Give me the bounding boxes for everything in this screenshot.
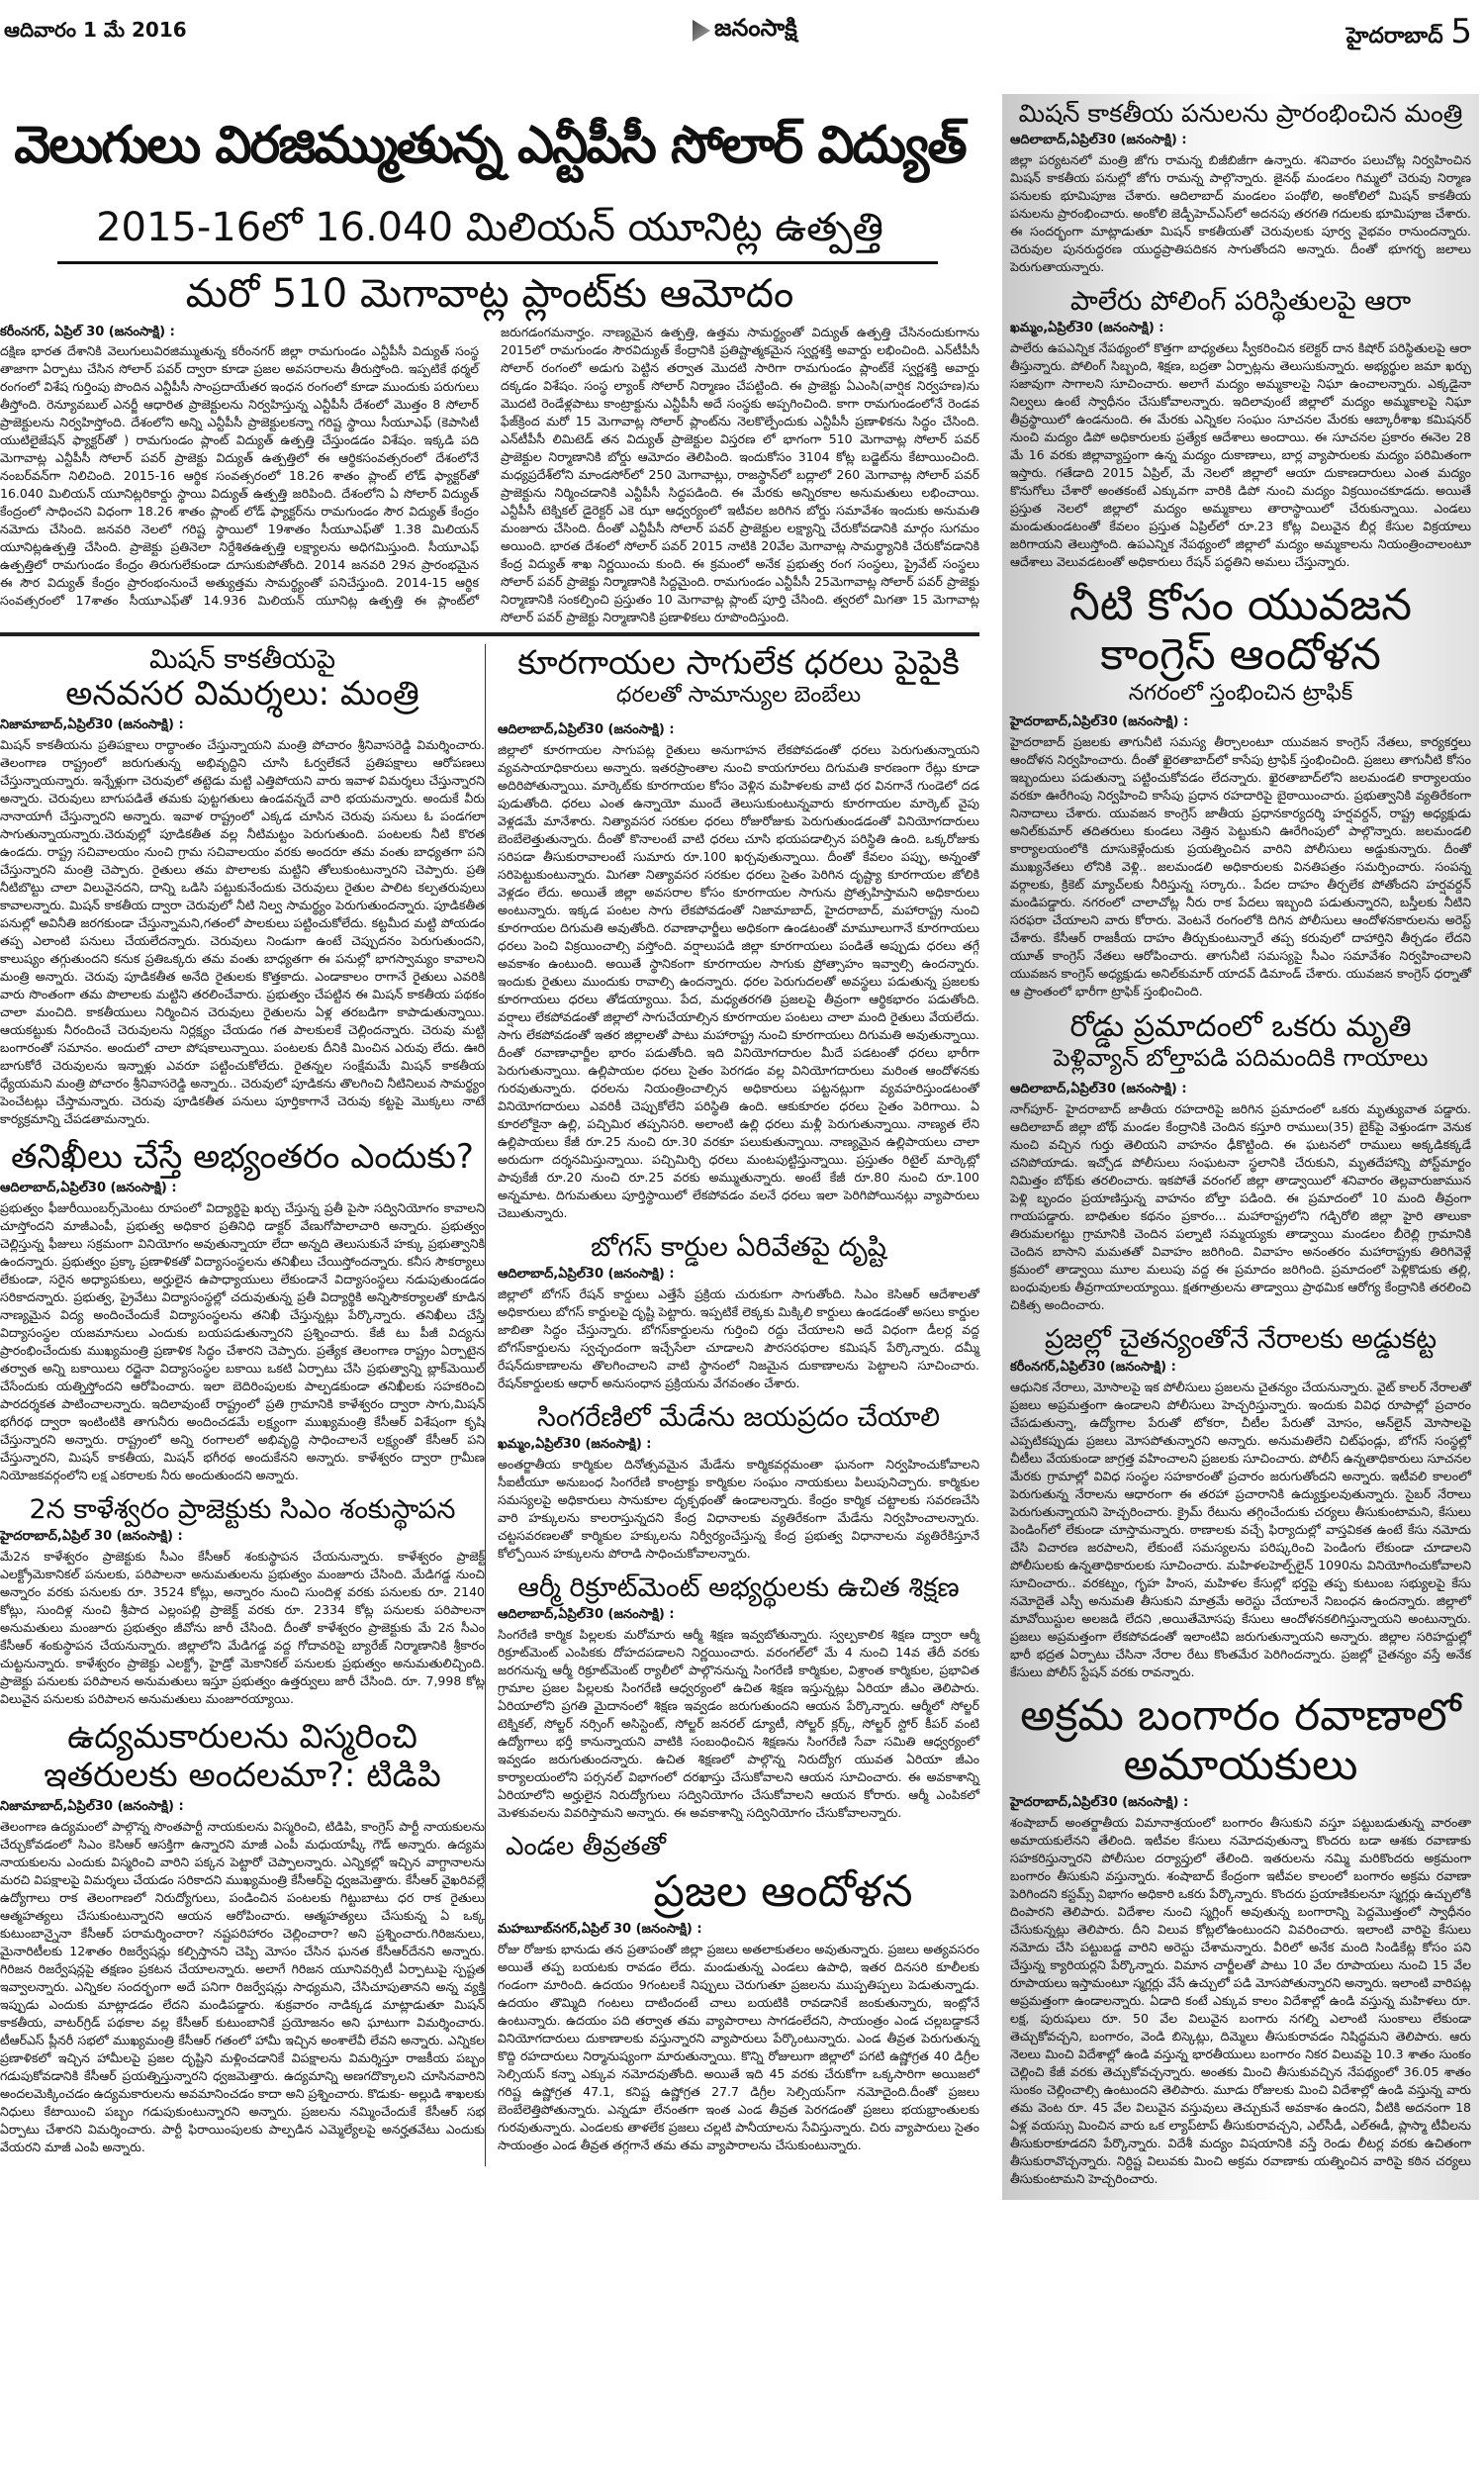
lead-subhead-primary: 2015-16లో 16.040 మిలియన్ యూనిట్ల ఉత్పత్తి (96, 205, 883, 250)
article-body: జిల్లాలో బోగస్ రేషన్ కార్డులు ఎత్తేసే ప్రక్రియ చురుకుగా సాగుతోంది. సిఎం కెసిఆర్ ఆదేశాలతో అధికారులు బోగస్ కార్డులపై దృష్టి పెట్టారు. ఇప్పటికే లెక్కకు మిక్కిలి కార్డులు ఉండడంతో అసలు కార్డుల జాబితా సిద్ధం చేస్తున్నారు. బోగస్‌కార్డులను గుర్తించి రద్దు చేయాలని అదే విధంగా డీలర్ల వద్ద బోగస్‌కార్డులను స్వచ్ఛందంగా ఇచ్చేసేలా చూడాలని పౌరసరఫరాల కమిషన్ పేర్కొన్నారు. దమ్మీ రేషన్‌దుకాణాలను తొలగించాలని వాటి స్థానంలో నిజమైన దుకాణాలను పెట్టాలని సూచించారు. రేషన్‌కార్డులకు ఆధార్ అనుసంధాన ప్రక్రియను వేగవంతం చేశారు. (498, 1286, 979, 1391)
article-kaleshwaram (0, 1494, 485, 1708)
article-dateline: ఆదిలాబాద్,ఏప్రిల్30 (జనంసాక్షి) : (0, 1181, 177, 1196)
middle-column (485, 644, 979, 2166)
article-headline: కూరగాయల సాగులేక ధరలు పైపైకి (517, 643, 960, 683)
article-dateline: హైదరాబాద్,ఏప్రిల్30 (జనంసాక్షి) : (1010, 1794, 1189, 1810)
article-body: సింగరేణి కార్మిక పిల్లలకు మరోమారు ఆర్మీ శిక్షణ ఇవ్వబోతున్నారు. స్వల్పకాలిక శిక్షణ ద్వారా ఆర్మీ రిక్రూట్‌మెంట్ ఎంపికకు దోహదపడాలని నిర్ణయించారు. వరంగల్‌లో మే 4 నుంచి 14వ తేదీ వరకు జరగనున్న ఆర్మీ రిక్రూట్‌మెంట్ ర్యాలీలో పాల్గొననున్న సింగరేణి కార్మికుల, విశ్రాంత కార్మికుల, ప్రభావిత గ్రామాల ప్రజల పిల్లలకు సింగరేణి ఆధ్వర్యంలో ఉచిత శిక్షణ ఇస్తున్నట్లు ఏరియా జీఎం తెలిపారు. ఏరియాలోని ప్రగతి మైదానంలో శిక్షణ ఇవ్వడం జరుగుతుందని ఆయన పేర్కొన్నారు. ఆర్మీలో సోల్జర్ టెక్నికల్, సోల్జర్ నర్సింగ్ అసిస్టెంట్, సోల్జర్ జనరల్ డ్యూటీ, సోల్జర్ క్లర్క్, సోల్జర్ స్టోర్ కీపర్ వంటి ఉద్యోగాలు భర్తీ కానున్నాయని వాటికి సంబంధించిన శిక్షణను సింగరేణి సేవా సమితి ఆధ్వర్యంలో ఇవ్వడం జరుగుతుందన్నారు. ఉచిత శిక్షణలో పాల్గొన్న నిరుద్యోగ యువత ఏరియా జీఎం కార్యాలయంలోని పర్సనల్ విభాగంలో దరఖాస్తు చేసుకోవాలని ఆయన సూచించారు. ఈ అవకాశాన్ని ఏరియాలోని అర్హులైన నిరుద్యోగులు సద్వినియోగం చేసుకోవాలని ఆయన కోరారు. ఆర్మీ ఎంపికలో మెళకువలను వివరిస్తామని అన్నారు. ఈ అవకాశాన్ని సద్వినియోగం చేసుకోవాలన్నారు. (498, 1627, 979, 1821)
article-dateline: ఆదిలాబాద్,ఏప్రిల్30 (జనంసాక్షి) : (498, 1607, 675, 1623)
article-headline: ప్రజల్లో చైతన్యంతోనే నేరాలకు అడ్డుకట్ట (1044, 1324, 1438, 1356)
lead-dateline: కరీంనగర్, ఏప్రిల్ 30 (జనంసాక్షి) : (0, 325, 175, 339)
article-body: మే2న కాళేశ్వరం ప్రాజెక్టుకు సీఎం కేసీఆర్ శంకుస్థాపన చేయనున్నారు. కాళేశ్వరం ప్రాజెక్ట్ ఎలక్ట్రోమెకానికల్ పనులకు, పరిపాలనా అనుమతులను ప్రభుత్వం మంజూరు చేసింది. మేడిగడ్డ నుంచి అన్నారం వరకు పనులకు రూ. 3524 కోట్లు, అన్నారం నుంచి సుందిళ్ల వరకు పనులకు రూ. 2140 కోట్లు, సుందిళ్ల నుంచి శ్రీపాద ఎల్లంపల్లి ప్రాజెక్ట్ వరకు రూ. 2334 కోట్ల పనులకు పరిపాలనా అనుమతులు మంజూరు ప్రభుత్వం జీవోను జారీ చేసింది. దీంతో కాళేశ్వరం ప్రాజెక్టుకు మే 2న సీఎం కేసీఆర్ శంకుస్థాపన చేయనున్నారు. జిల్లాలోని మేడిగడ్డ వద్ద గోదావరిపై బ్యారేజ్ నిర్మాణానికి శ్రీకారం చుట్టనున్నారు. కాళేశ్వరం ప్రాజెక్టు ఎలక్ట్రో, హైడ్రో మెకానికల్ పనులకు ప్రభుత్వం అనుమతులిచ్చింది. ప్రాజెక్టు పనులకు పరిపాలన అనుమతులు ఇస్తూ ప్రభుత్వం ఉత్తర్వులు జారీ చేసింది. రూ. 7,998 కోట్ల విలువైన పనులకు పరిపాలన అనుమతులు మంజూరయ్యాయి. (0, 1549, 485, 1707)
article-youth-congress-protest (1010, 581, 1471, 1000)
article-headline: అనవసర విమర్శలు: మంత్రి (65, 674, 419, 714)
article-body: నాగ్‌పూర్- హైదరాబాద్ జాతీయ రహదారిపై జరిగిన ప్రమాదంలో ఒకరు మృత్యువాత పడ్డారు. ఆదిలాబాద్ జిల్లా బోథ్ మండల కేంద్రానికి చెందిన కస్తూరి రాములు(35) బైక్‌పై వెళ్తుండగా వెనుక నుంచి వచ్చిన గుర్తు తెలియని వాహనం ఢీకొట్టింది. ఈ ఘటనలో రాములు అక్కడికక్కడే చనిపోయాడు. ఇచ్చోడ పోలీసులు సంఘటనా స్థలానికి చేరుకుని, మృతదేహాన్ని పోస్ట్‌మార్టం నిమిత్తం బోథ్‌కు తరలించారు. ఇకపోతే వరంగల్ జిల్లా తాడ్వాయిలో శనివారం తెల్లవారుజామున పెళ్లి బృందం ప్రయాణిస్తున్న వాహనం బోల్తా పడింది. ఈ ప్రమాదంలో 10 మంది తీవ్రంగా గాయపడ్డారు. బాధితుల కథనం ప్రకారం... మహారాష్ట్రలోని గడ్చిరోలి జిల్లా హైరి తాలుకా తిరుమలగట్టు గ్రామానికి చెందిన పల్నాటి సమ్మయ్యకు తాడ్వాయి మండలం బీరెల్లి గ్రామానికి చెందిన బాసాని మమతతో వివాహం జరిగింది. వివాహం అనంతరం మహారాష్ట్రకు తిరిగివెళ్లే క్రమంలో తాడ్వాయి మూల మలుపు వద్ద ఈ ప్రమాదం జరిగింది. ప్రమాదంలో పెళ్లికొడుకు తల్లి, బంధువులకు తీవ్రగాయాలయ్యాయి. క్షతగాత్రులను తాడ్వాయి ప్రాథమిక ఆరోగ్య కేంద్రానికి తరలించి చికిత్స అందించారు. (1010, 1101, 1471, 1313)
article-headline: మిషన్ కాకతీయ పనులను ప్రారంభించిన మంత్రి (1018, 99, 1463, 128)
article-dateline: ఖమ్మం,ఏప్రిల్30 (జనంసాక్షి) : (1010, 320, 1164, 335)
lead-body (0, 324, 979, 626)
article-heatwave (498, 1832, 979, 2154)
article-gold-smuggling (1010, 1691, 1471, 2188)
article-dateline: ఖమ్మం,ఏప్రిల్30 (జనంసాక్షి) : (498, 1437, 652, 1453)
article-army-recruitment (498, 1572, 979, 1822)
article-dateline: నిజామాబాద్,ఏప్రిల్30 (జనంసాక్షి) : (0, 717, 184, 733)
article-body: అంతర్జాతీయ కార్మికుల దినోత్సవమైన మేడేను కార్మికవర్గమంతా ఘనంగా నిర్వహించుకోవాలని సీఐటీయూ అనుబంధ సింగరేణి కాంట్రాక్టు కార్మికుల సంఘం నాయకులు పిలుపునిచ్చారు. కార్మికుల సమస్యలపై అధికారులు సానుకూల దృక్పథంతో ఉండాలన్నారు. కేంద్రం కార్మిక చట్టాలకు సవరణచేసి వారి హక్కులను కాలరాస్తున్నదని కేంద్ర విధానాలకు వ్యతిరేకంగా మేడేను నిర్వహించాలన్నారు. చట్టసవరణలతో కార్మికుల హక్కులను నిర్వీర్యంచేస్తున్న కేంద్ర ప్రభుత్వ విధానాలను వ్యతిరేకిస్తూనే కోల్పోయిన హక్కులను పోరాడి సాధించుకోవాలన్నారు. (498, 1457, 979, 1562)
article-singareni-mayday (498, 1402, 979, 1563)
article-body: ప్రభుత్వం ఫీజురీయింబర్స్‌మెంటు రూపంలో విద్యార్థిపై ఖర్చు చేస్తున్న ప్రతీ పైసా సద్వినియోగం కావాలని చూస్తోందని మాజీఎంపీ, ప్రభుత్వ అధికార ప్రతినిధి డాక్టర్ వేణుగోపాలాచారి అన్నారు. ప్రభుత్వం చెల్లిస్తున్న ఫీజులు సక్రమంగా వినియోగం అవుతున్నాయా లేదా అన్నది తెలుసుకునే హక్కు ప్రభుత్వానికి ఉందన్నారు. ప్రభుత్వం ప్రక్కా ప్రణాళికతో విద్యాసంస్థలను తనిఖీలు చేయిస్తోందన్నారు. కనీస సౌకర్యాలు లేకుండా, సరైన అధ్యాపకులు, అర్హులైన ఉపాధ్యాయులు లేకుండానే విద్యాసంస్థలు నడుపుతుండడం సరికాదన్నారు. ప్రభుత్వ, ప్రైవేటు విద్యాసంస్థల్లో చదువుతున్న ప్రతీ విద్యార్థికి అన్నిసౌకర్యాలతో కూడిన నాణ్యమైన విద్య అందించేందుకే విద్యాసంస్థలను తనిఖీ చేస్తున్నట్లు పేర్కొన్నారు. తనిఖీలు చేస్తే విద్యాసంస్థల యజమానులు ఎందుకు బయపడుతున్నారని ప్రశ్నించారు. కేజీ టు పీజీ విద్యను ప్రారంభించేందుకు ముఖ్యమంత్రి ప్రణాళిక సిద్ధం చేశారని చెప్పారు. ప్రత్యేక తెలంగాణ రాష్ట్రం ఏర్పాటైన తర్వాత అన్ని బకాయిలు రద్దైనా విద్యాసంస్థల బకాయి ఒకటి ఏర్పాటు చేసి ప్రభుత్వాన్ని బ్లాక్‌మెయిల్ చేసేందుకు యత్నిస్తోందని ఆరోపించారు. ఇలా బెదిరింపులకు పాల్పడకుండా తనిఖీలకు సహకరించి పారదర్శకత పాటించాలన్నారు. ఇదిలావుంటే రాష్ట్రంలో ప్రతి గ్రామానికి కాళేశ్వరం ద్వారా సాగు,మిషన్ భగీరథ ద్వారా ఇంటింటికి తాగునీరు అందించడమే లక్ష్యంగా ముఖ్యమంత్రి కేసీఆర్ విశేషంగా కృషి చేస్తున్నారని అన్నారు. రాష్ట్రంలో అన్ని రంగాలలో అభివృద్ధి సాధించాలనే లక్ష్యంతో కేసీఆర్ పని చేస్తున్నారని, మిషన్ కాకతీయ, మిషన్ భగీరథ అందుకేనని అన్నారు. కాళేశ్వరం ద్వారా గ్రామీణ నియోజకవర్గంలోని లక్ష ఎకరాలకు నీరు అందుతుందని అన్నారు. (0, 1200, 485, 1483)
article-dateline: నిజామాబాద్,ఏప్రిల్30 (జనంసాక్షి) : (0, 1799, 184, 1815)
article-road-accident (1010, 1010, 1471, 1315)
article-headline: తనిఖీలు చేస్తే అభ్యంతరం ఎందుకు? (11, 1137, 474, 1178)
article-minister-mission-kakatiya (1010, 100, 1471, 276)
issue-date: ఆదివారం 1 మే 2016 (4, 18, 187, 42)
article-vegetable-prices (498, 644, 979, 1222)
lead-subhead-secondary: మరో 510 మెగావాట్ల ప్లాంట్‌కు ఆమోదం (185, 271, 794, 317)
left-column (0, 644, 485, 2166)
article-dateline: ఆదిలాబాద్,ఏప్రిల్30 (జనంసాక్షి) : (1010, 132, 1187, 147)
article-body: జిల్లా పర్యటనలో మంత్రి జోగు రామన్న బిజీబిజీగా ఉన్నారు. శనివారం పలుచోట్ల నిర్వహించిన మిషన్ కాకతీయ పనుల్లో జోగు రామన్న పాల్గొన్నారు. జైనథ్ మండలం గిమ్మలో చెరువు నిర్మాణ పనులకు భూమిపూజ చేశారు. ఆదిలాబాద్ మండలం పంథోలి, అంకోలిలో మిషన్ కాకతీయ పనులను ప్రారంభించారు. అంకోలి జెడ్పీహెచ్‌ఎస్‌లో అదనపు తరగతి గదులకు భూమిపూజ చేశారు. ఈ సందర్భంగా మాట్లాడుతూ మిషన్ కాకతీయతో చెరువులకు పూర్వ వైభవం రానుందన్నారు. చెరువుల పునరుద్ధరణ యుద్ధప్రాతిపదికన సాగుతోందని అన్నారు. దీంతో భూగర్భ జలాలు పెరుగుతాయన్నారు. (1010, 151, 1471, 274)
page-number: 5 (1450, 12, 1472, 51)
article-inspections (0, 1138, 485, 1484)
lead-article (0, 324, 979, 626)
article-headline: ప్రజల ఆందోళన (653, 1866, 913, 1918)
article-body: హైదరాబాద్ ప్రజలకు తాగునీటి సమస్య తీర్చాలంటూ యువజన కాంగ్రెస్ నేతలు, కార్యకర్తలు ఆందోళన నిర్వహించారు. దీంతో ఖైరతాబాద్‌లో కాసేపు ట్రాఫిక్ స్తంభించింది. ప్రజలు తాగునీటి కోసం ఇబ్బందులు పడుతున్నా పట్టించుకోవడం లేదన్నారు. ఖైరతాబాద్‌లోని జలమండలి కార్యాలయం వరకూ ఊరేగింపు నిర్వహించి కాసేపు ప్రధాన రహదారిపై బైఠాయించారు. ప్రభుత్వానికి వ్యతిరేకంగా నినాదాలు చేశారు. యువజన కాంగ్రెస్ జాతీయ ప్రధానకార్యదర్శి హర్షవర్దన్, రాష్ట్ర అధ్యక్షుడు అనిల్‌కుమార్ తదితరులు కుండలు నెత్తిన పెట్టుకుని ఊరేగింపులో పాల్గొన్నారు. జలమండలి కార్యాలయంలోకి దూసుకెళ్లేందుకు ప్రయత్నించిన వారిని పోలీసులు అడ్డుకున్నారు. దీంతో ముఖ్యనేతలు లోనికి వెళ్లి.. జలమండలి అధికారులకు వినతిపత్రం సమర్పించారు. సంపన్న వర్గాలకు, క్రికెట్ మ్యాచ్‌లకు నీరిస్తున్న సర్కారు.. పేదల దాహం తీర్చలేక పోతోందని హర్షవర్దన్ మండిపడ్డారు. నగరంలో చాలాచోట్ల నీరు రాక పేదలు ఇబ్బంది పడుతున్నారని, బస్తీలకు నీటిని సరఫరా చేయాలని వారు కోరారు. వెంటనే రంగంలోకి దిగిన పోలీసులు ఆందోళనకారులను అరెస్ట్ చేశారు. కేసీఆర్ రాజకీయ దాహం తీర్చుకుంటున్నారే తప్ప కరువులో దాహార్తిని తీర్చడం లేదని యూత్ కాంగ్రెస్ నేతలు ఆరోపించారు. తాగునీటి సమస్యపై సీఎం సమావేశం నిర్వహించాలని యువజన కాంగ్రెస్ అధ్యక్షుడు అనిల్‌కుమార్ యాదవ్ డిమాండ్ చేశారు. యువజన కాంగ్రెస్ ధర్నాతో ఆ ప్రాంతంలో భారీగా ట్రాఫిక్ స్తంభించింది. (1010, 733, 1471, 999)
article-body: రోజు రోజుకు భానుడు తన ప్రతాపంతో జిల్లా ప్రజలు అతలాకుతలం అవుతున్నారు. ప్రజలు అత్యవసరం అయితే తప్ప బయటకు రావడం లేదు. మండుతున్న ఎండలు ఉపాధి, ఇతర దినసరి కూలీలకు గండంగా మారింది. ఉదయం 9గంటలకే నిప్పులు చెరుగుతూ ప్రజలను ముప్పతిప్పలు పెడుతున్నాడు. ఉదయం తొమ్మిది గంటలు దాటిందంటే చాలు బయటికి రావడానికే జంకుతున్నారు, ఇంట్లోనే ఉంటున్నారు. ఉదయం పది తర్వాత తమ వ్యాపారాలు సాగడంలేదని, సాయంత్రం ఎండ చల్లబడ్డాకనే వినియోగదారులు దుకాణాలకు వస్తున్నారని వ్యాపారులు పేర్కొంటున్నారు. ఎండ తీవ్రత పెరుగుతున్న కొద్ది రహదారులు నిర్మానుష్యంగా మారుతున్నాయి. కొన్ని రోజులుగా జిల్లాలో పగటి ఉష్ణోగ్రత 40 డిగ్రీల సెల్సియస్ కన్నా ఎక్కువ నమోదవుతోంది. అయితే ఇది 45 వరకు చేరుకోగా ఒక్కసారిగా అయిజలో గరిష్ట ఉష్ణోగ్రత 47.1, కనిష్ట ఉష్ణోగ్రత 27.7 డిగ్రీల సెల్సియస్‌గా నమోదైంది.దీంతో ప్రజలు బెంబేలెత్తిపోతున్నారు. ఎన్నడూ లేనంతగా ఇంత ఎండ తీవ్రత పెరగడంతో ప్రజలు భయభ్రాంతులకు గురవుతున్నారు. ఎండలకు తాళలేక ప్రజలు చల్లటి పానీయాలను సేవిస్తున్నారు. చిరు వ్యాపారులు సైతం సాయంత్రం ఎండ తీవ్రత తగ్గగానే తమ తమ వ్యాపారాలను చేసుకుంటున్నారు. (498, 1941, 979, 2152)
edition-city: హైదరాబాద్ (1345, 24, 1443, 48)
article-dateline: హైదరాబాద్,ఏప్రిల్30 (జనంసాక్షి) : (1010, 714, 1189, 729)
news-columns (0, 644, 979, 2166)
article-headline: ఉద్యమకారులను విస్మరించి ఇతరులకు అందలమా?: టిడిపి (44, 1717, 441, 1796)
article-crime-awareness (1010, 1324, 1471, 1680)
article-headline: నీటి కోసం యువజన కాంగ్రెస్ ఆందోళన (1068, 579, 1413, 681)
article-dateline: కరీంనగర్,ఏప్రిల్30 (జనంసాక్షి) : (1010, 1359, 1176, 1375)
page-body (0, 91, 1484, 2200)
article-mission-kakatiya-criticism (0, 644, 485, 1128)
article-subhead: ధరలతో సామాన్యుల బెంబేలు (615, 683, 862, 709)
article-headline: 2న కాళేశ్వరం ప్రాజెక్టుకు సిఎం శంకుస్థాపన (29, 1494, 456, 1526)
article-kicker: మిషన్ కాకతీయపై (148, 644, 336, 675)
page-header (0, 0, 1484, 91)
masthead-logo (693, 14, 797, 48)
logo-arrow-icon (693, 20, 710, 42)
article-body: మిషన్ కాకతీయను ప్రతిపక్షాలు రాద్ధాంతం చేస్తున్నాయని మంత్రి పోచారం శ్రీనివాసరెడ్డి విమర్శించారు. తెలంగాణ రాష్ట్రంలో జరుగుతున్న అభివృద్దిని చూసి ఓర్వలేకనే ప్రతిపక్షాలు ఆరోపణలు చేస్తున్నాయన్నారు. ఇన్నేళ్లుగా చెరువులో తట్టెడు మట్టి ఎత్తిపోయని వారు ఇవాళ విమర్శలు చేస్తున్నారని అన్నారు. చెరువులు బాగుపడితే తమకు పుట్టగతులు ఉండవన్నదే వారి భయమన్నారు. అందుకే వీరు నానాయాగీ చేస్తున్నారని అన్నారు. ఇవాళ రాష్ట్రంలో ఎక్కడ చూసిన చెరువు పనులు ఓ పండగలా సాగుతున్నాయన్నారు.చెరువుల్లో పూడికతీత వల్ల నీటిమట్టం పెరుగుతుంది. పంటలకు నీటి కొరత ఉండదు. రాష్ట్ర సచివాలయం నుంచి గ్రామ సచివాలయం వరకు అందరూ తమ వంతు బాధ్యతగా పని చేస్తున్నారని మంత్రి చెప్పారు. రైతులు తమ పొలాలకు మట్టిని తోలుకుంటున్నారని చెప్పారు. ప్రతి నీటిబొట్టు చాలా విలువైనదని, దాన్ని ఒడిసి పట్టుకునేందుకు చెరువులు రైతుల పాలిట కల్పతరువులు కావాలన్నారు. మిషన్ కాకతీయ ద్వారా చెరువులో నీటి నిల్వ సామర్థ్యం పెరుగుతుందన్నారు. పూడికతీత పనుల్లో అవినీతి జరగకుండా చేస్తున్నామని,గతంలో పాలకులు పట్టించుకోలేదు. కట్టమీద మట్టి పోయడం తప్ప ఎలాంటి పనులు చేయలేదన్నారు. చెరువులు నిండుగా ఉంటే చెప్పుదనం పెరుగుతుందని, కాలుష్యం తగ్గుతుందని కనుక ప్రతిఒక్కరు తమ వంతు బాధ్యతగా ఈ పనుల్లో భాగస్వామ్యం కావాలని మంత్రి అన్నారు. చెరువు పూడికతీత అనేది రైతులకు కొత్తకాదు. ఎండాకాలం రాగానే రైతులు ఎవరికి వారు సొంతంగా తమ పొలాలకు మట్టిని తరలించేవారు. ప్రభుత్వం చేపట్టిన ఈ మిషన్ కాకతీయ పథకం చాలా మంచిది. కాకతీయులు నిర్మించిన చెరువులు రైతులను ఏళ్ల తరబడిగా కాపాడుతున్నాయి. ఆయకట్టుకు నీరందించే చెరువులను నిర్లక్ష్యం చేయడం గత పాలకులకే చెల్లిందన్నారు. చెరువు మట్టి బంగారంతో సమానం. అందులో చాలా పోషకాలున్నాయి. పంటలకు దీనికి మించిన ఎరువు లేదు. ఊరి బాగుకోరే చెరువులను ఇన్నాళ్లు ఎవరూ పట్టించుకోలేదు. రైతన్నల సంక్షేమమే మిషన్ కాకతీయ ధ్యేయమని మంత్రి పోచారం శ్రీనివాసరెడ్డి అన్నారు.. చెరువులో పూడికను తొలగించి నీటినిలువ సామర్థ్యం పెంచేటట్లు చేస్తామన్నారు. చెరువు పూడికతీత పనులు పూర్తికాగానే చెరువు కట్టపై మొక్కలు నాటే కార్యక్రమాన్ని చేపడతామన్నారు. (0, 737, 485, 1127)
article-paleru-polling (1010, 286, 1471, 571)
article-body: ఆధునిక నేరాలు, మోసాలపై ఇక పోలీసులు ప్రజలను చైతన్యం చేయనున్నారు. వైట్ కాలర్ నేరాలతో ప్రజలు అప్రమత్తంగా ఉండాలని పోలీసులు హెచ్చరిస్తున్నారు. ఇందుకు వివిధ రూపాల్లో ప్రచారం చేపడుతున్నా, ఉద్యోగాల పేరుతో టోకరా, చీటీల పేరుతో మోసం, ఆన్‌లైన్ మోసాలపై ఎప్పటికప్పుడు ప్రజలు మోసపోతున్నారని అన్నారు. అనుమతిలేని చిట్‌ఫండ్లు, బోగస్ సంస్థల్లో చీటీలు వేయకుండా జాగ్రత్త వహించాలని ప్రజలకు సూచించారు. పోలీస్ ఉన్నతాధికారులు సూచనల మేరకు గ్రామాల్లో వివిధ సంస్థల సహకారంతో ప్రచారం జరుగుతోందని అన్నారు. ఇటీవలి కాలంలో పెరుగుతున్న నేరాలను ఆధారంగా ఈ తరహా ప్రచారానికి ఉద్యుక్తులవుతున్నారు. సైబర్ నేరాలు పెరుగుతున్నాయని హెచ్చరించారు. క్రైమ్ రేటును తగ్గించేందుకు చర్యలు తీసుకుంటామని, కేసులు పెండింగ్‌లో లేకుండా చూస్తామన్నారు. ఠాణాలకు వచ్చే ఫిర్యాదుల్లో వాస్తవికత ఉంటే కేసు నమోదు చేసి విచారణ జరపాలని, లేకుంటే సమస్యలను పరిష్కరించి పెండింగు లేకుండా చూడాలని పోలీసులకు ఉన్నతాధికారులకు సూచించారు. మహిళలహెల్ప్‌లైన్ 1090ను వినియోగించుకోవాలని సూచించారు.. వరకట్నం, గృహ హింస, మహిళల కేసుల్లో భర్తపై తప్ప కుటుంబ సభ్యులపై కేసు నమోదైతే ఎస్పీ అనుమతి తీసుకుని మాత్రమే అరెస్టు చేయాలనే నిబంధన ఉందన్నారు. జిల్లాలో మావోయిస్టుల అలజడి లేదని ,అయితేమోసపు కేసులు ఆందోళనకలిగిస్తున్నాయని అంటున్నారు. ప్రజలు అప్రమత్తంగా లేకపోవడంతో ఇలాంటివి జరుగుతున్నాయని అన్నారు. జిల్లాల సరిహద్దుల్లో భారీ భద్రత ఏర్పాటు చేసినా నేరాల రేటు కొంతమేర పెరిగిందన్నారు. ప్రజల్లో చైతన్యం వస్తే అనేక కేసులు పోలీస్ స్టేషన్ వరకు రావన్నారు. (1010, 1379, 1471, 1679)
article-dateline: ఆదిలాబాద్,ఏప్రిల్30 (జనంసాక్షి) : (498, 722, 675, 738)
article-body: శంషాబాద్ అంతర్జాతీయ విమానాశ్రయంలో బంగారం తీసుకుని వస్తూ పట్టుబడుతున్న వారంతా అమాయకులేనని తేలింది. ఇటీవల కేసులు నమోదవుతున్నా కొందరు బడా ఆశకు రవాణాకు సహకరిస్తున్నారని పోలీసుల దర్యాప్తులో తేలింది. ఇతరులను నమ్మి మరికొందరు అక్రమంగా బంగారం తీసుకుని వస్తున్నారు. శంషాబాద్ కేంద్రంగా ఇటీవల కాలంలో బంగారం అక్రమ రవాణా పెరిగిందని కస్టమ్స్ విభాగం అధికారి ఒకరు పేర్కొన్నారు. కొందరు ప్రయాణికులనూ స్మగ్లర్లు ఉచ్చులోకి దింపారని తెలిపారు. విదేశాల నుంచి స్మగ్లింగ్ అవుతున్న బంగారాన్ని పెద్దమొత్తంలో స్వాధీనం చేసుకున్నట్లు తెలిపారు. దీని విలువ కోట్లలోఉంటుందని వివరించారు. ఇలాంటి వారిపై కేసులు నమోదు చేసి పట్టుబడ్డ వారిని అరెస్టు చేశామన్నారు. వీరిలో అనేక మంది సిండికేట్ల కోసం పని చేస్తున్న క్యారియర్లని పేర్కొన్నారు. విమాన చార్జీలతో పాటు 10 వేల రూపాయలు నుంచి 15 వేల రూపాయలు ఇస్తామంటూ స్మగ్లర్లు వేసే ఉచ్చులో పడి మోసపోతున్నారని అన్నారు. ఇలాంటి వారిపట్ల అప్రమత్తంగా ఉండాలన్నారు. ఏడాది కంటే ఎక్కువ కాలం విదేశాల్లో ఉండి వస్తున్న మహిళలు రూ. లక్ష, పురుషులు రూ. 50 వేల విలువైన బంగారు నగల్ని ఎలాంటి సుంకాలు లేకుండా తెచ్చుకోవచ్చని, బంగారం, వెండి బిస్కెట్లు, దిమ్మెలు తీసుకురావడం నిషిద్ధమని తెలిపారు. ఆరు నెలలు మించి విదేశాల్లో ఉండి వస్తున్న భారతీయులు బంగారం నికర విలువపై 10.3 శాతం సుంకం చెల్లించి కేజీ వరకు తెచ్చుకోవచ్చన్నారు. అంతకు మించి తీసుకువచ్చిన నేపథ్యంలో 36.05 శాతం సుంకం చెల్లించాల్సి ఉంటుందని తెలిపారు. మూడు రోజులకు మించి విదేశాల్లో ఉండి వస్తున్న వారు తమ వెంట రూ. 45 వేల విలువైన వస్తువులు తెచ్చుకునే అవకాశం ఉందని, వీటికి అదనంగా 18 ఏళ్ల వయస్సు మించిన వారు ఒక ల్యాప్‌టాప్ తీసుకురావచ్చని, ఎల్‌సీడీ, ఎల్‌ఈడీ, ప్లాస్మా టీవీలను తీసుకురాకూడదని పేర్కొన్నారు. విదేశీ మద్యం విషయానికి వస్తే రెండు లీటర్ల వరకు ఉచితంగా తీసుకురావొచ్చన్నారు. నిర్దిష్ట విలువకు మించి అక్రమ రవాణాకు యత్నించిన వారిపై కఠిన చర్యలు తీసుకుంటామని హెచ్చరించారు. (1010, 1814, 1471, 2186)
section-divider (0, 632, 979, 636)
page-edition (1346, 12, 1472, 53)
article-headline: సింగరేణిలో మేడేను జయప్రదం చేయాలి (536, 1402, 941, 1434)
lead-body-text: దక్షిణ భారత దేశానికి వెలుగులువిరజిమ్ముతున్న కరీంనగర్ జిల్లా రామగుండం ఎన్టీపీసీ విద్యుత్ సంస్థ తాజాగా ఏర్పాటు చేసిన సోలార్ పవర్ ద్వారా కూడా ప్రజల అవసరాలను తీరుస్తోంది. ఇప్పటికే థర్మల్ రంగంలో విశేష గుర్తింపు పొందిన ఎన్టీపీసీ సాంప్రదాయేతర ఇంధన రంగంలో కూడా ముందుకు పరుగులు తీస్తోంది. రెన్యూవబుల్ ఎనర్జీ ఆధారిత ప్రాజెక్టులను నిర్వహిస్తున్న ఎన్టీపీసీ దేశంలో మొత్తం 8 సోలార్ ప్రాజెక్టులను నిర్వహిస్తోంది. దేశంలోని అన్ని ఎన్టీపీసీ ప్రాజెక్టులకన్నా గరిష్ట స్థాయి సీయూఎఫ్ (కెపాసిటీ యుటిలైజేషన్ ఫ్యాక్టర్‌తో ) రామగుండం ప్లాంట్ విద్యుత్ ఉత్పత్తి చేస్తుండడం విశేషం. ఇక్కడి పది మెగావాట్ల ఎన్టీపీసీ సోలార్ పవర్ ప్రాజెక్టు విద్యుత్ ఉత్పత్తిలో ఈ ఆర్థికసంవత్సరంలో దేశంలోనే నంబర్‌వన్‌గా నిలిచింది. 2015-16 ఆర్థిక సంవత్సరంలో 18.26 శాతం ప్లాంట్ లోడ్ ఫ్యాక్టర్‌తో 16.040 మిలియన్ యూనిట్లరికార్డు స్థాయి విద్యుత్ ఉత్పత్తి జరిపింది. దేశంలోని ఏ సోలార్ విద్యుత్ కేంద్రంలో సాధించని విధంగా 18.26 శాతం ప్లాంట్ లోడ్ ఫ్యాక్టర్‌ను రామగుండం సౌర విద్యుత్ కేంద్రం నమోదు చేసింది. జనవరి నెలలో గరిష్ట స్థాయిలో 19శాతం సీయూఎఫ్‌తో 1.38 మిలియన్ యూనిట్లఉత్పత్తి చేసింది. ప్రాజెక్టు ప్రతినెలా నిర్దేశితఉత్పత్తి లక్ష్యాలను అధిగమిస్తుంది. సీయూఎఫ్ ఉత్పత్తిలో రామగుండం కేంద్రం తిరుగులేకుండా దూసుకుపోతోంది. 2014 జనవరి 29న ప్రారంభమైన ఈ సౌర విద్యుత్ కేంద్రం ప్రారంభంనుంచే అత్యుత్తమ సామర్థ్యంతో పనిచేస్తుంది. 2014-15 ఆర్థిక సంవత్సరంలో 17శాతం సీయూఎఫ్‌తో 14.936 మిలియన్ యూనిట్ల ఉత్పత్తి ఈ ప్లాంట్‌లో జరుగడంగమనార్హం. నాణ్యమైన ఉత్పత్తి, ఉత్తమ సామర్థ్యంతో విద్యుత్ ఉత్పత్తి చేసినందుకుగాను 2015లో రామగుండం సౌరవిద్యుత్ కేంద్రానికి ప్రతిష్టాత్మకమైన స్వర్ణశక్తి అవార్డు లభించింది. ఎన్‌టీపీసీ సోలార్ రంగంలో అడుగు పెట్టిన తర్వాత మొదటి సారిగా రామగుండం ప్లాంట్‌కే స్వర్ణశక్తి అవార్డు దక్కడం విశేషం. సంస్థ ల్యాంక్ సోలార్ నిర్మాణం చేపట్టింది. ఈ ప్రాజెక్టు ఏఎంసి(వార్షిక నిర్వహణ)ను మొదటి రెండేళ్లపాటు కాంట్రాక్టును ఎన్టీపీసీ అదే సంస్థకు అప్పగించింది. కాగా రామగుండంలోనే రెండవ ఫేజ్‌క్రింద మరో 15 మెగావాట్ల సోలార్ ప్లాంట్‌ను నెలకొల్పేందుకు ఎన్టీపీసీ ప్రణాళికను సిద్ధం చేసింది. ఎన్‌టీపీసీ లిమిటెడ్ తన విద్యుత్ ప్రాజెక్టుల విస్తరణ లో భాగంగా 510 మెగావాట్ల సోలార్ పవర్ ప్రాజెక్టుల నిర్మాణానికి బోర్డు ఆమోదం తెలిపింది. ఇందుకోసం 3104 కోట్ల బడ్జెట్‌ను కేటాయించింది. మధ్యప్రదేశ్‌లోని మాండసోర్‌లో 250 మెగావాట్లు, రాజస్థాన్‌లో బద్లాలో 260 మెగావాట్ల సోలార్ పవర్ ప్రాజెక్టును నిర్మించడానికి ఎన్టీపీసీ సిద్ధపడింది. ఈ మేరకు అన్నిరకాల అనుమతులు లభించాయి. ఎన్టీపీసీ టెక్నికల్ డైరెక్టర్ ఎకె ఝా ఆధ్వర్యంలో ఇటీవల జరిగిన బోర్డు సమావేశం ఇందుకు అనుమతి మంజూరు చేసింది. దీంతో ఎన్టీపీసీ సోలార్ పవర్ ప్రాజెక్టుల లక్ష్యాన్ని చేరుకోవడానికి మార్గం సుగమం అయింది. భారత దేశంలో సోలార్ పవర్ 2015 నాటికి 20వేల మెగావాట్ల సామర్థ్యానికి చేరుకోవడానికి కేంద్ర విద్యుత్ శాఖ నిర్ణయించు కుంది. ఈ క్రమంలో అనేక ప్రభుత్వ రంగ సంస్థలు, ప్రైవేట్ సంస్థలు సోలార్ పవర్ ప్రాజెక్టు నిర్మాణానికి సిద్దమైంది. రామగుండం ఎన్టీపీసీ 25మెగావాట్ల సోలార్ పవర్ ప్రాజెక్టు నిర్మాణానికి సంకల్పించి ప్రస్తుతం 10 మెగావాట్ల ప్లాంట్ పూర్తి చేసింది. త్వరలో మిగతా 15 మెగావాట్ల సోలార్ పవర్ ప్రాజెక్టు నిర్మాణానికి ప్రణాళికలు రూపొందిస్తుంది. (0, 325, 979, 624)
article-headline: అక్రమ బంగారం రవాణాలో అమాయకులు (1020, 1689, 1461, 1791)
article-body: పాలేరు ఉపఎన్నిక నేపథ్యంలో కొత్తగా బాధ్యతలు స్వీకరించిన కలెక్టర్ దాన కిషోర్ పరిస్థితులపై ఆరా తీస్తున్నారు. పోలింగ్ సిబ్బంది, శిక్షణ, బద్రతా ఏర్పాట్లను తెలుసుకున్నారు. అభ్యర్థుల జమా ఖర్చు సజావుగా సాగాలని సూచించారు. అలాగే మద్యం అమ్మకాలపై నిఘా ఉంచాలన్నారు. ఎక్కడైనా నిల్వలు ఉంటే స్వాధీనం చేసుకోవాలన్నారు. ఇదిలావుంటే జిల్లాలో మద్యం అమ్మకాలపై నిఘా తీవ్రస్థాయిలో ఉండనుంది. ఈ మేరకు ఎన్నికల సంఘం సూచనల మేరకు ఆబ్కారీశాఖ కమిషనర్ నుంచి మద్యం డిపో అధికారులకు ప్రత్యేక ఆదేశాలు అందాయి. ఈ సూచనల ప్రకారం ఈనెల 28 మే 16 వరకు జిల్లావ్యాప్తంగా ఉన్న మద్యం దుకాణాలు, బార్ల వ్యాపారులకు మద్యం పరిమితంగా ఇస్తారు. గతేడాది 2015 ఏప్రిల్, మే నెలలో జిల్లాలో ఆయా దుకాణదారులు ఎంత మద్యం కొనుగోలు చేశారో అంతకంటే ఎక్కువగా వారికి డిపో నుంచి మద్యం విక్రయించకూడదు. అయితే ప్రస్తుత నెలలో జిల్లాలో మద్యం అమ్మకాలు తారాస్థాయిలో చేరుకున్నాయి. ఎండలు మండుతుండటంతో కేవలం ప్రస్తుత ఏప్రిల్‌లో రూ.23 కోట్ల విలువైన బీర్ల కేసుల విక్రయాలు జరిగాయని తెలుస్తోంది. ఉపఎన్నిక నేపథ్యంలో జిల్లాలో మద్యం అమ్మకాలను నియంత్రించాలంటూ ఆదేశాలు వెలువడటంతో అధికారులు రేషన్ పద్ధతిని అమలు చేస్తున్నారు. (1010, 339, 1471, 569)
article-dateline: మహబూబ్‌నగర్,ఏప్రిల్ 30 (జనంసాక్షి) : (498, 1921, 702, 1937)
article-dateline: ఆదిలాబాద్,ఏప్రిల్30 (జనంసాక్షి) : (1010, 1082, 1187, 1097)
article-headline: రోడ్డు ప్రమాదంలో ఒకరు మృతి (1069, 1008, 1412, 1044)
lead-headline: వెలుగులు విరజిమ్ముతున్న ఎన్టీపీసీ సోలార్ విద్యుత్ (14, 116, 966, 175)
article-body: జిల్లాలో కూరగాయల సాగుపట్ల రైతులు అనుగాహన లేకపోవడంతో ధరలు పెరుగుతున్నాయని వ్యవసాయాధికారులు అన్నారు. ఇతరప్రాంతాల నుంచి కాయగూరలు దిగుమతి కారణంగా రేట్లు కూడా అదిరిపోతున్నాయి. మార్కెట్‌కు కూరగాయల కోసం వెళ్లిన మహిళలకు వాటి ధర వినగానే గుండెలో దడ పుడుతోంది. ధరలు ఎంత ఉన్నాయో ముందే తెలుసుకుంటున్నవారు కూరగాయల మార్కెట్ వైపు వెళ్లడమే మానేశారు. నిత్యావసర సరకుల ధరలు రోజురోజుకు పెరుగుతుండడంతో వినియోగదారులు బెంబేలెత్తుతున్నారు. దీంతో కొనాలంటే వాటి ధరలు చూసి భయపడాల్సిన పరిస్థితి ఉంది. ఒక్కరోజుకు సరిపడా తీసుకురావాలంటే సుమారు రూ.100 ఖర్చవుతున్నాయి. దీంతో కేవలం పప్పు, అన్నంతో సరిపెట్టుకుంటున్నారు. మిగతా నిత్యావసర సరకుల ధరలు సైతం పెరిగిన దృష్ట్యా కూరగాయల జోలికి వెళ్లడం లేదు. అయితే జిల్లా అవసరాల కోసం కూరగాయల సాగును ప్రోత్సహిస్తామని అధికారులు అంటున్నారు. ఇక్కడ పంటల సాగు లేకపోవడంతో నిజామాబాద్, హైదరాబాద్, మహారాష్ట్ర నుంచి కూరగాయల దిగుమతి అవుతోంది. రవాణాఛార్జీలు అధికంగా ఉండటంతో మామూలుగానే కూరగాయలు ధరలు పెంచి విక్రయించాల్సి వస్తోంది. వర్షాలుపడి జిల్లా కూరగాయలు పండితే అప్పుడు ధరలు తగ్గే అవకాశం ఉంటుంది. అయితే స్థానికంగా కూరగాయల సాగుకు ప్రోత్సాహం ఇవ్వాల్సి ఉందన్నారు. ఇందుకు రైతులు ముందుకు రావాల్సి ఉందన్నారు. ధరల పెరుగుదలతో అవస్థలు పడుతున్న ప్రజలకు కూరగాయలు ధరలు తోడయ్యాయి. పేద, మధ్యతరగతి ప్రజలపై తీవ్రంగా ఆర్థికభారం పడుతోంది. వర్షాలు లేకపోవడంతో జిల్లాలో సాగుచేయాల్సిన కూరగాయల పంటలు చాలా మంది రైతులు వేయలేదు. సాగు లేకపోవడంతో ఇతర జిల్లాలతో పాటు మహారాష్ట్ర నుంచి కూరగాయలు దిగుమతి అవుతున్నాయి. దీంతో రవాణాఛార్జీల భారం పడుతోంది. ఇది వినియోగదారుల మీదే పడటంతో ధరలు భారీగా పెరుగుతున్నాయి. ఉల్లిపాయల ధరలు సైతం పెరగడం వల్ల వినియోగదారులు మరింత ఆందోళనకు గురవుతున్నారు. ధరలను నియంత్రించాల్సిన అధికారులు పట్టనట్లుగా వ్యవహరిస్తుండటంతో వినియోగదారులు ఎవరికీ చెప్పుకోలేని పరిస్థితి ఉంది. ఆకుకూరల ధరలు సైతం పెరిగాయి. ఏ కూరలోకైనా ఉల్లి, పచ్చిమిర తప్పనిసరి. అలాంటి ఉల్లి ధరలు మళ్లీ పెరుగుతున్నాయి. నాణ్యత లేని ఉల్లిపాయలు కేజీ రూ.25 నుంచి రూ.30 వరకూ పలుకుతున్నాయి. నాణ్యమైన ఉల్లిపాయలు చాలా అరుదుగా దర్శనమిస్తున్నాయి. పచ్చిమిర్చి ధరలు మంటపుట్టిస్తున్నాయి. ప్రస్తుతం రిటైల్ మార్కెట్లో పావుకేజీ రూ.20 నుంచి రూ.25 వరకు అమ్ముతున్నారు. అంటే కేజీ రూ.80 నుంచి రూ.100 అన్నమాట. దిగుమతులు పూర్తిస్థాయిలో లేకపోవడం వలనే ధరలు ఇలా పెరిగిపోయినట్లు వ్యాపారులు చెబుతున్నారు. (498, 742, 979, 1221)
article-body: తెలంగాణ ఉద్యమంలో పాల్గొన్న సొంతపార్టీ నాయకులను విస్మరించి, టిడిపి, కాంగ్రెస్ పార్టీ నాయకులను చేర్చుకోవడంలో సిఎం కెసిఆర్ ఆసక్తిగా ఉన్నారని మాజీ ఎంపీ మధుయాష్కీ గౌడ్ అన్నారు. ఉద్యమ నాయకులను ఎందుకు విస్మరించి వారిని పక్కన పెట్టారో చెప్పాలన్నారు. ఎన్నికల్లో ఇచ్చిన వాగ్దానాలను మరచి విపక్షాలపై విమర్శలు చేయడం సరికాదని ముఖ్యమంత్రి కేసీఆర్‌పై ధ్వజమెత్తారు. కేసీఆర్ వైఖరివల్లే ఉద్యోగాలు రాక తెలంగాణలో నిరుద్యోగులు, పండించిన పంటలకు గిట్టుబాటు ధర రాక రైతులు ఆత్మహత్యలు చేసుకుంటున్నారని ఆయన ఆరోపించారు. ఆత్మహత్యలు చేసుకున్న ఏ ఒక్క కుటుంబాన్నైనా కేసీఆర్ పరామర్శించారా? నష్టపరిహారం చెల్లించారా? అని ప్రశ్నించారు.గిరిజనులు, మైనారిటీలకు 12శాతం రిజర్వేషన్లు కల్పిస్తానని చెప్పి మోసం చేసిన ఘనత కేసీఆర్‌దేనని అన్నారు. గిరిజన రిజర్వేషన్లపై తక్షణం ప్రకటన చేయాలన్నారు. అలాగే గిరిజన యూనివర్సిటీ ఏర్పాటుపై స్పష్టత ఇవ్వాలన్నారు. ఎన్నికల సందర్భంగా అదే పనిగా రిజర్వేషన్లు సాధ్యమని, చేసిచూపుతానని అన్న వ్యక్తి ఇప్పుడు ఎందుకు మాట్లాడడం లేదని మండిపడ్డారు. శుక్రవారం నాడిక్కడ మాట్లాడుతూ మిషన్ కాకతీయ, వాటర్‌గ్రిడ్ పథకాల వల్ల కేసీఆర్ కుటుంబానికే ప్రయోజనం అని ఘాటుగా విమర్శించారు. టీఆర్‌ఎస్ ప్లీనరీ సభలో ముఖ్యమంత్రి కేసీఆర్ గతంలో హామీ ఇచ్చిన అంశాలేవీ లేవని అన్నారు. ఎన్నికల ప్రణాళికలో ఇచ్చిన హామీలపై ప్రజల దృష్టిని మళ్లించడానికే విపక్షాలను విమర్శిస్తూ రాజకీయ పబ్బం గడుపుకోవడానికి కేసీఆర్ ప్రయత్నిస్తున్నారని ధ్వజమెత్తారు. ఉద్యమాన్ని అణగదొక్కాలని చూసినవారిని అందలమెక్కించడం ఉద్యమకారులను అవమానించడం కాదా అని ప్రశ్నించారు. కొడుకు- అల్లుడి శాఖలకు నిధులు కేటాయించి పబ్బం గడుపుకుంటున్నారని అన్నారు. ప్రజలను నమ్మించేందుకే కేసీఆర్ సభ ఏర్పాటు చేశారని విమర్శించారు. పార్టీ ఫిరాయింపులకు పాల్పడిన ఎమ్మెల్యేలపై అనర్హతవేటు ఎందుకు వేయరని మాజీ ఎంపి అన్నారు. (0, 1819, 485, 2155)
article-subhead: నగరంలో స్తంభించిన ట్రాఫిక్ (1128, 680, 1353, 706)
article-subhead: పెళ్లివ్యాన్ బోల్తాపడి పదిమందికి గాయాలు (1053, 1044, 1429, 1073)
main-area (0, 91, 984, 2166)
article-dateline: ఆదిలాబాద్,ఏప్రిల్30 (జనంసాక్షి) : (498, 1267, 675, 1283)
article-kicker: ఎండల తీవ్రతతో (506, 1832, 667, 1862)
right-sidebar-panel (1002, 94, 1479, 2200)
article-headline: పాలేరు పోలింగ్ పరిస్థితులపై ఆరా (1069, 285, 1412, 317)
article-dateline: హైదరాబాద్,ఏప్రిల్ 30 (జనంసాక్షి) : (0, 1529, 183, 1545)
article-headline: బోగస్ కార్డుల ఏరివేతపై దృష్టి (591, 1232, 886, 1264)
masthead-name: జనంసాక్షి (714, 14, 797, 42)
article-headline: ఆర్మీ రిక్రూట్‌మెంట్ అభ్యర్థులకు ఉచిత శిక్షణ (517, 1572, 960, 1604)
article-bogus-cards (498, 1232, 979, 1392)
article-tdp (0, 1718, 485, 2156)
